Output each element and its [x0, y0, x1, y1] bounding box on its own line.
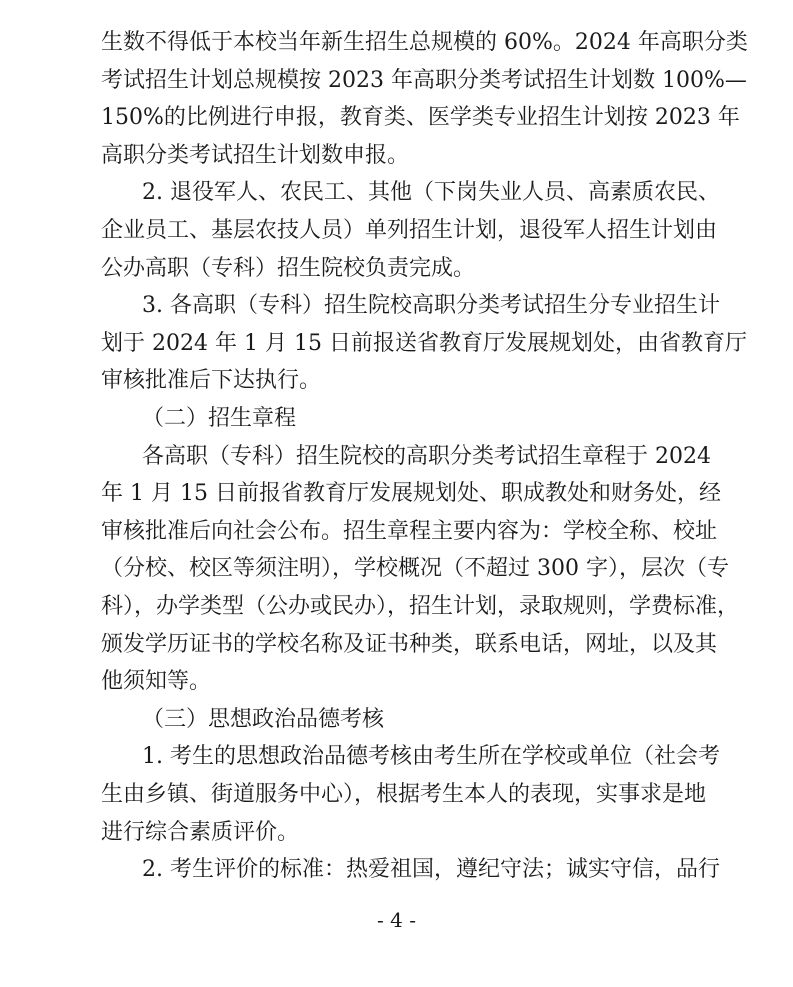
body-text-line: 颁发学历证书的学校名称及证书种类，联系电话，网址，以及其	[101, 632, 718, 657]
body-text-line: 考试招生计划总规模按 2023 年高职分类考试招生计划数 100%—	[101, 68, 747, 93]
body-text-line: 划于 2024 年 1 月 15 日前报送省教育厅发展规划处，由省教育厅	[101, 331, 747, 356]
body-text-line: 年 1 月 15 日前报省教育厅发展规划处、职成教处和财务处，经	[101, 481, 721, 506]
body-text-line: 公办高职（专科）招生院校负责完成。	[101, 256, 476, 281]
body-text-line: 生数不得低于本校当年新生招生总规模的 60%。2024 年高职分类	[101, 30, 748, 55]
section-heading-morality: （三）思想政治品德考核	[142, 707, 385, 732]
list-item-1: 1. 考生的思想政治品德考核由考生所在学校或单位（社会考	[142, 744, 720, 769]
body-text-line: 进行综合素质评价。	[101, 820, 300, 845]
body-text-line: 150%的比例进行申报，教育类、医学类专业招生计划按 2023 年	[101, 105, 740, 130]
body-text-line: 生由乡镇、街道服务中心），根据考生本人的表现，实事求是地	[101, 782, 707, 807]
body-text-line: 他须知等。	[101, 669, 212, 694]
body-text-line: 各高职（专科）招生院校的高职分类考试招生章程于 2024	[142, 444, 711, 469]
page-number: - 4 -	[377, 908, 416, 932]
body-text-line: 审核批准后下达执行。	[101, 368, 322, 393]
section-heading-charter: （二）招生章程	[142, 406, 297, 431]
body-text-line: 科），办学类型（公办或民办），招生计划，录取规则，学费标准，	[101, 594, 740, 619]
list-item-3: 3. 各高职（专科）招生院校高职分类考试招生分专业招生计	[142, 293, 720, 318]
body-text-line: 高职分类考试招生计划数申报。	[101, 143, 410, 168]
list-item-2: 2. 退役军人、农民工、其他（下岗失业人员、高素质农民、	[142, 180, 720, 205]
body-text-line: （分校、校区等须注明），学校概况（不超过 300 字），层次（专	[101, 556, 729, 581]
body-text-line: 企业员工、基层农技人员）单列招生计划，退役军人招生计划由	[101, 218, 718, 243]
list-item-2-criteria: 2. 考生评价的标准：热爱祖国，遵纪守法；诚实守信，品行	[142, 857, 720, 882]
body-text-line: 审核批准后向社会公布。招生章程主要内容为：学校全称、校址	[101, 519, 718, 544]
